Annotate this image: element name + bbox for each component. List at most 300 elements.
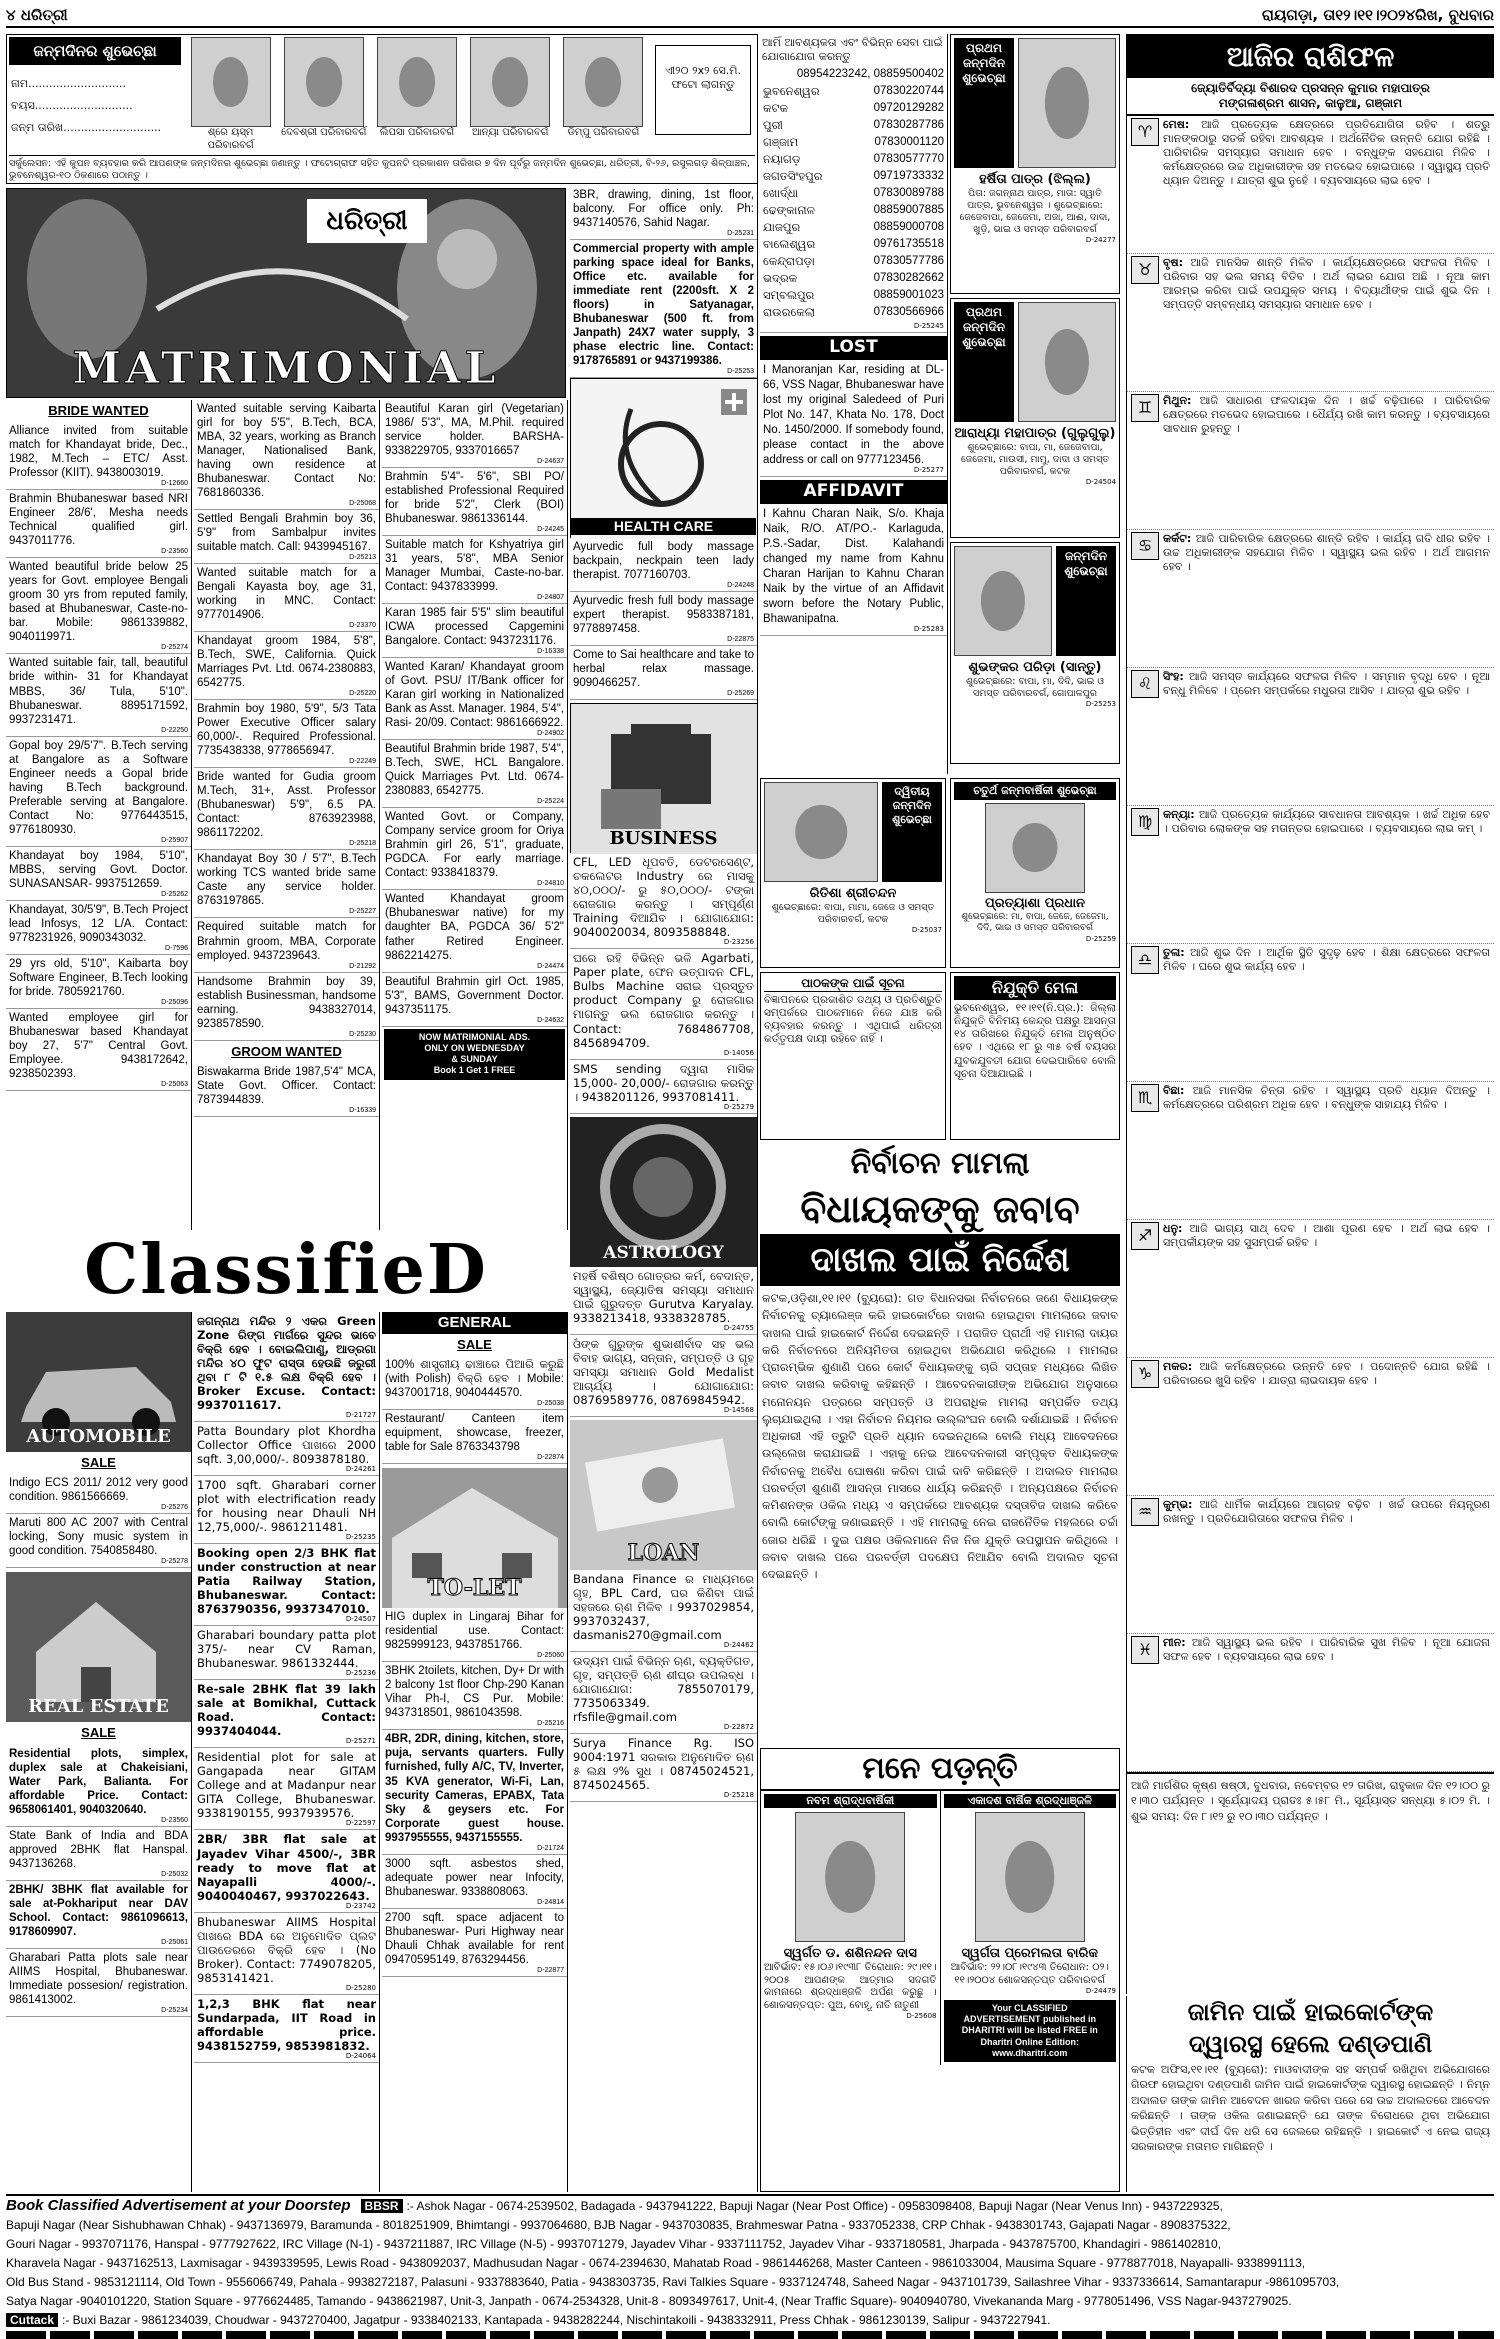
- job-fair-news: [950, 972, 1120, 1140]
- ad-code: D-25276: [161, 1504, 188, 1512]
- memorial-text: ଆବିର୍ଭାବ: ୧୫।୦୬।୧୯୩୮ ତିରୋଧାନ: ୨୯।୧୧।୨୦୦୫ ଆପଣଙ୍କ ଆତ୍ମାର ସଦଗତି କାମନାରେ ଶ୍ରଦ୍ଧାଞ୍ଜଳି ଅର୍ପଣ କରୁଛୁ । ଶୋକସନ୍ତପ୍ତ: ପୁଅ, ବୋହୂ, ନାତି ନାତୁଣୀ: [764, 1962, 937, 2011]
- memorial-title: ମନେ ପଡ଼ନ୍ତି: [761, 1749, 1119, 1791]
- ad-code: D-14056: [723, 1048, 754, 1057]
- ad-code: D-22877: [537, 1966, 564, 1974]
- lost-notice: I Manoranjan Kar, residing at DL-66, VSS Nagar, Bhubaneswar have lost my original Saledeed of Puri Plot No. 147, Khata No. 178, Doct No. 1450/2000. If somebody found, please contact in the above address or call on 9777123456. D-25277: [760, 360, 947, 477]
- classified-ad: Indigo ECS 2011/ 2012 very good condition. 9861566669. D-25276: [6, 1474, 191, 1514]
- real-estate-label: REAL ESTATE: [28, 1695, 169, 1717]
- news-headline: ଜାମିନ ପାଇଁ ହାଇକୋର୍ଟଙ୍କ: [1187, 1998, 1434, 2026]
- ad-code: D-16338: [537, 648, 564, 656]
- directory-row: Bapuji Nagar (Near Sishubhawan Chhak) - 9437136979, Baramunda - 8018251909, Bhimtangi - 9937064680, BJB Nagar - 9437030835, Brahmeswar Patna - 9337052338, CRP Chhak - 9438301743, Gajapati Nagar - 8908375322,: [6, 2218, 1231, 2232]
- classified-ad: Patta Boundary plot Khordha Collector Office ପାଖରେ 2000 sqft. 3,00,000/-. 8093878180. D-24261: [194, 1422, 379, 1476]
- classified-ad: Wanted beautiful bride below 25 years for Govt. employee Bengali groom 30 yrs from reputed family, based at Bhubaneswar, Caste-no-bar. Mobile: 9861339882, 9040119971. D-25274: [6, 558, 191, 654]
- horoscope-item: ♌ ସିଂହ: ଆଜି ସମସ୍ତ କାର୍ଯ୍ୟରେ ସଫଳତା ମିଳିବ । ସମ୍ମାନ ବୃଦ୍ଧି ହେବ । ନୂଆ ବନ୍ଧୁ ମିଳିବେ । ପ୍ରେମ ସମ୍ପର୍କରେ ମଧୁରତା ଆସିବ । ଯାତ୍ରା ଶୁଭ ରହିବ ।: [1127, 668, 1494, 806]
- greeting-name: ଆରାଧ୍ୟା ମହାପାତ୍ର (ଗୁଲୁଗୁଲୁ): [954, 426, 1116, 441]
- classified-ad: 1,2,3 BHK flat near Sundarpada, IIT Road in affordable price. 9438152759, 9853981832. D-24064: [194, 1995, 379, 2063]
- ad-code: D-25032: [161, 1870, 188, 1878]
- memorial-name: ସ୍ୱର୍ଗତ ଡ. ଶଶିନନ୍ଦନ ଦାସ: [783, 1945, 917, 1961]
- directory-row: Kharavela Nagar - 9437162513, Laxmisagar - 9439339595, Lewis Road - 9438092037, Madhusudan Nagar - 0674-2394630, Mahatab Road - 9861446268, Master Canteen - 9861033004, Mausima Square - 9778877018, Nayapalli- 9338991113,: [6, 2256, 1306, 2270]
- news-headline: ନିର୍ବାଚନ ମାମଲା: [850, 1146, 1030, 1181]
- classified-ad: Gopal boy 29/5'7". B.Tech serving at Bangalore as a Software Engineer needs a Gopal bride having B.Tech background. Preferable serving at Bangalore. Contact No: 9776443515, 9776180930. D-25907: [6, 737, 191, 847]
- child-photo: [470, 37, 550, 127]
- general-heading: GENERAL: [382, 1312, 567, 1334]
- classified-ad: 3BR, drawing, dining, 1st floor, balcony. For office only. Ph: 9437140576, Sahid Nagar. D-25231: [570, 186, 757, 240]
- ad-code: D-24632: [537, 1016, 564, 1024]
- classified-ad: Residential plot for sale at Gangapada near GITAM College and at Madanpur near GITA College, Bhubaneswar. 9338190155, 9937939576. D-22597: [194, 1748, 379, 1830]
- automobile-image: [6, 1312, 191, 1452]
- zodiac-sign: ମୀନ: [1163, 1636, 1182, 1649]
- almanac-footer: ଆଜି ମାର୍ଗଶିର କୃଷ୍ଣ ଷଷ୍ଠୀ, ବୁଧବାର, ନବେମ୍ବର ୧୨ ତାରିଖ, ରାହୁକାଳ ଦିନ ୧୨।୦୦ ରୁ ୧।୩୦ ପର୍ଯ୍ୟନ୍ତ । ସୂର୍ଯ୍ୟୋଦୟ ପ୍ରାତଃ ୫।୫୮ ମି., ସୂର୍ଯ୍ୟାସ୍ତ ସନ୍ଧ୍ୟା ୫।୦୨ ମି. । ଶୁଭ ସମୟ: ଦିନ ୮।୧୨ ରୁ ୧୦।୩୦ ପର୍ଯ୍ୟନ୍ତ ।: [1127, 1772, 1494, 1828]
- classified-ad: Bhubaneswar AIIMS Hospital ପାଖରେ BDA ରେ ଅନୁମୋଦିତ ପ୍ଲଟ ପାଉଡେରରେ ବିକ୍ରି ହେବ । (No Broker). Contact: 7749078205, 9853141421. D-25280: [194, 1913, 379, 1995]
- ad-code: D-25216: [537, 1720, 564, 1728]
- phones-intro: ଆମିଁ ଆବଶ୍ୟକତା ଏବଂ ବିଭିନ୍ନ ସେବା ପାଇଁ ଯୋଗାଯୋଗ କରନ୍ତୁ: [762, 36, 943, 63]
- child-photo: [985, 803, 1085, 893]
- classified-ad: Re-sale 2BHK flat 39 lakh sale at Bomikhal, Cuttack Road. Contact: 9937404044. D-25271: [194, 1680, 379, 1748]
- general-sale-heading: SALE: [457, 1337, 492, 1352]
- directory-row: Satya Nagar -9040101220, Station Square - 9776624485, Tamando - 9438621987, Unit-3, Janpath - 0674-2534328, Unit-8 - 8093497617, Unit-4, (Near Traffic Square)- 9040940780, Vivekananda Marg - 9778051496, VSS Nagar-9437279025.: [6, 2294, 1292, 2308]
- phone-row: ଭୁବନେଶ୍ୱର 07830220744: [763, 83, 944, 98]
- ad-code: D-25279: [723, 1102, 754, 1111]
- classified-ad: Khandayat, 30/5'9", B.Tech Project lead Infosys, 12 L/A. Contact: 9778231926, 9090343032. D-7596: [6, 901, 191, 955]
- ad-code: D-24261: [345, 1465, 376, 1474]
- dharitri-logo: ଧରିତ୍ରୀ: [326, 206, 408, 236]
- greeting-title: ପ୍ରଥମ ଜନ୍ମଦିନ ଶୁଭେଚ୍ଛା: [954, 38, 1014, 168]
- classified-ad: Brahmin boy 1980, 5'9", 5/3 Tata Power Executive Officer salary 60,000/-. Required Professional. 7735438338, 9778656947. D-22249: [194, 700, 379, 768]
- news-headline: ଦ୍ୱାରସ୍ଥ ହେଲେ ଦଣ୍ଡପାଣି: [1188, 2030, 1433, 2058]
- ad-code: D-24507: [345, 1615, 376, 1624]
- photo-caption: ଦେବଶ୍ରୀ ପରିବାରବର୍ଗ: [281, 127, 367, 138]
- greeting-desc: ଶୁଭେଚ୍ଛାରେ: ବାପା, ମା, ଜେଜେବାପା, ଜେଜେମା, ମାଉସୀ, ମାମୁ, ଦାଦା ଓ ସମସ୍ତ ପରିବାରବର୍ଗ, କଟକ: [960, 442, 1110, 477]
- classified-ad: Wanted suitable match for a Bengali Kayasta boy, age 31, working in MNC. Contact: 9777014906. D-23370: [194, 564, 379, 632]
- ad-code: D-25227: [349, 908, 376, 916]
- ad-code: D-25038: [537, 1400, 564, 1408]
- ad-code: D-25060: [537, 1652, 564, 1660]
- phone-row: ବାଲେଶ୍ୱର 09761735518: [763, 236, 944, 251]
- directory-row: Gouri Nagar - 9937071176, Hanspal - 9777927622, IRC Village (N-1) - 9437211887, IRC Village (N-5) - 9937071279, Jayadev Vihar - 9337111752, Jayadev Vihar - 9337180581, Jharpada - 9437875700, Khandagiri - 9861402810,: [6, 2237, 1222, 2251]
- loan-image: [570, 1420, 757, 1570]
- zodiac-sign: କନ୍ୟା: [1163, 808, 1191, 821]
- classified-ad: Surya Finance Rg. ISO 9004:1971 ସରକାର ଅନୁମୋଦିତ ଋଣ ୫ ଲକ୍ଷ ୨% ସୁଧ । 08745024521, 8745024565. D-25218: [570, 1734, 757, 1802]
- horoscope-item: ♍ କନ୍ୟା: ଆଜି ପ୍ରତ୍ୟେକ କାର୍ଯ୍ୟରେ ସାବଧାନତା ଆବଶ୍ୟକ । ଖର୍ଚ୍ଚ ଅଧିକ ହେବ । ପରିବାର ଲୋକଙ୍କ ସହ ମତାନ୍ତର ହୋଇପାରେ । ବ୍ୟବସାୟରେ ଲାଭ କମ୍ ।: [1127, 806, 1494, 944]
- directory-title-row: Book Classified Advertisement at your Doorstep BBSR :- Ashok Nagar - 0674-2539502, Badagada - 9437941222, Bapuji Nagar (Near Post Office) - 09583098408, Bapuji Nagar (Near Venus Inn) - 9437229325,: [6, 2197, 1223, 2214]
- greeting-name: ରିତିଶା ଶ୍ରୀଚନ୍ଦନ: [809, 886, 897, 901]
- real-estate-image: [6, 1572, 191, 1722]
- classified-ad: Ayurvedic full body massage backpain, neckpain teen lady therapist. 7077160703. D-24248: [570, 538, 757, 592]
- classified-ad: CFL, LED ଧୂପବତି, ଡେଟରସେଣ୍ଟ, ଚକଲେଟର Industry ରେ ମାସକୁ ୪୦,୦୦୦/- ରୁ ୫୦,୦୦୦/- ଟଙ୍କା ରୋଜଗାର କରନ୍ତୁ । ସମ୍ପୂର୍ଣ୍ଣ Training ଦିଆଯିବ । ଯୋଗାଯୋଗ: 9040020034, 8093588848. D-23256: [570, 853, 757, 949]
- horoscope-item: ♏ ବିଛା: ଆଜି ମାନସିକ ଚିନ୍ତା ରହିବ । ସ୍ୱାସ୍ଥ୍ୟ ପ୍ରତି ଧ୍ୟାନ ଦିଅନ୍ତୁ । କର୍ମକ୍ଷେତ୍ରରେ ପରିଶ୍ରମ ଅଧିକ ହେବ । ବନ୍ଧୁଙ୍କ ସାହାଯ୍ୟ ମିଳିବ ।: [1127, 1082, 1494, 1220]
- phone-row: ଢେଙ୍କାନାଳ 08859007885: [763, 202, 944, 217]
- phone-row: ରାଉରକେଲା 07830566966: [763, 304, 944, 319]
- phone-row: ପୁରୀ 07830287786: [763, 117, 944, 132]
- horoscope-item: ♎ ତୁଳା: ଆଜି ଶୁଭ ଦିନ । ଆର୍ଥିକ ସ୍ଥିତି ସୁଦୃଢ଼ ହେବ । ଶିକ୍ଷା କ୍ଷେତ୍ରରେ ସଫଳତା ମିଳିବ । ଘରେ ଶୁଭ କାର୍ଯ୍ୟ ହେବ ।: [1127, 944, 1494, 1082]
- ad-code: D-25236: [345, 1669, 376, 1678]
- classified-ad: 3000 sqft. asbestos shed, adequate power near Infocity, Bhubaneswar. 9338808063. D-24814: [382, 1855, 567, 1909]
- ad-code: D-22249: [349, 758, 376, 766]
- classified-ad: Bride wanted for Gudia groom M.Tech, 31+, Asst. Professor (Bhubaneswar) 5'9", 6.5 PA. Contact: 8763923988, 9861172202. D-25218: [194, 768, 379, 850]
- page-header: [6, 4, 1494, 28]
- ad-code: D-25262: [161, 890, 188, 898]
- ad-code: D-25269: [727, 690, 754, 698]
- birthday-coupon-note: ସର୍କୁଲେସନ: ଏହି କୁପନ ବ୍ୟବହାର କରି ଆପଣଙ୍କ ଜନ୍ମଦିନର ଶୁଭେଚ୍ଛା ଜଣାନ୍ତୁ । ଫଟୋଗ୍ରାଫ ସହିତ କୁପନଟି ପ୍ରକାଶନ ତାରିଖର ୭ ଦିନ ପୂର୍ବରୁ ଜନ୍ମଦିନ ଶୁଭେଚ୍ଛା, ଧରିତ୍ରୀ, ବି-୨୬, ରସୁଲଗଡ଼ ଶିଳ୍ପାଞ୍ଚଳ, ଭୁବନେଶ୍ୱର-୧୦ ଠିକଣାରେ ପଠାନ୍ତୁ ।: [9, 155, 755, 181]
- news-body: କଟକ ଅଫିସ,୧୧।୧୧ (ବ୍ୟୁରୋ): ମାଓବାଦୀଙ୍କ ସହ ସମ୍ପର୍କ ରଖିଥିବା ଅଭିଯୋଗରେ ଗିରଫ ହୋଇଥିବା ଦଣ୍ଡପାଣି ଜାମିନ ପାଇଁ ହାଇକୋର୍ଟଙ୍କ ଦ୍ୱାରସ୍ଥ ହୋଇଛନ୍ତି । ନିମ୍ନ ଅଦାଲତ ତାଙ୍କ ଜାମିନ ଆବେଦନ ଖାରଜ କରିବା ପରେ ସେ ଉଚ୍ଚ ଅଦାଲତରେ ଆବେଦନ କରିଛନ୍ତି । ତାଙ୍କ ଓକିଲ ଜଣାଇଛନ୍ତି ଯେ ତାଙ୍କ ବିରୋଧରେ ଥିବା ଅଭିଯୋଗ ଭିତ୍ତିହୀନ ଏବଂ ଦୀର୍ଘ ଦିନ ଧରି ସେ ଜେଲରେ ରହିଛନ୍ତି । ହାଇକୋର୍ଟ ଏ ନେଇ ରାଜ୍ୟ ସରକାରଙ୍କ ମତାମତ ମାଗିଛନ୍ତି ।: [1131, 2063, 1490, 2153]
- ad-code: D-25061: [161, 1938, 188, 1946]
- horoscope-item: ♋ କର୍କଟ: ଆଜି ପାରିବାରିକ କ୍ଷେତ୍ରରେ ଶାନ୍ତି ରହିବ । କାର୍ଯ୍ୟ ଗତି ଧୀର ରହିବ । ଉଚ୍ଚ ଅଧିକାରୀଙ୍କ ସହଯୋଗ ମିଳିବ । ସ୍ୱାସ୍ଥ୍ୟ ଭଲ ରହିବ । ଅର୍ଥ ଆଗମନ ହେବ ।: [1127, 530, 1494, 668]
- classified-ad: Wanted suitable serving Kaibarta girl for boy 5'5", B.Tech, BCA, MBA, 32 years, working as Branch Manager, Nationalised Bank, having own residence at Bhubaneswar. Contact No: 7681860336. D-25068: [194, 400, 379, 510]
- classified-ad: ଘରେ ରହି ବିଭିନ୍ନ ଭଳି Agarbati, Paper plate, ଫେନ ଉତ୍ପାଦନ CFL, Bulbs Machine ସରାଇ ପ୍ରସ୍ତୁତ product Company ରୁ ରୋଜଗାର ମାଗନ୍ତୁ ଭଲ ରୋଜଗାର କରନ୍ତୁ । Contact: 7684867708, 8456894709. D-14056: [570, 949, 757, 1059]
- ad-code: D-25230: [349, 1030, 376, 1038]
- dateline: ରାୟଗଡ଼ା, ତା୧୨।୧୧।୨୦୨୪ରିଖ, ବୁଧବାର: [1262, 5, 1494, 24]
- classified-ad: Wanted Govt. or Company, Company service groom for Oriya Brahmin girl 26, 5'1", graduate, PGDCA. For early marriage. Contact: 9338418379. D-24810: [382, 808, 567, 890]
- ad-code: D-25213: [349, 554, 376, 562]
- classified-ad: Come to Sai healthcare and take to herbal relax massage. 9090466257. D-25269: [570, 646, 757, 700]
- ad-code: D-21724: [537, 1844, 564, 1852]
- memorial-name: ସ୍ୱର୍ଗତା ପ୍ରେମଲତା ବାରିକ: [961, 1945, 1098, 1961]
- booking-directory: [6, 2194, 1494, 2339]
- zodiac-sign: କୁମ୍ଭ: [1163, 1498, 1189, 1511]
- greeting-desc: ପିତା: ଜଗନ୍ନାଥ ପାତ୍ର, ମାତା: ସ୍ୱାତି ପାତ୍ର, ଭୁବନେଶ୍ୱର । ଶୁଭେଚ୍ଛାରେ: ଜେଜେବାପା, ଜେଜେମା, ଅଜା, ଆଈ, ଦାଦା, ଖୁଡ଼ି, ଭାଇ ଓ ସମସ୍ତ ପରିବାରବର୍ଗ: [959, 188, 1111, 235]
- ad-code: D-23256: [723, 938, 754, 947]
- zodiac-icon: ♒: [1131, 1498, 1159, 1526]
- ad-code: D-21727: [345, 1411, 376, 1420]
- automobile-label: AUTOMOBILE: [26, 1425, 171, 1447]
- classified-ad: Khandayat Boy 30 / 5'7", B.Tech working TCS wanted bride same Caste any service holder. 8763197865. D-25227: [194, 850, 379, 918]
- memorial-right: ଏକାଦଶ ବାର୍ଷିକ ଶ୍ରଦ୍ଧାଞ୍ଜଳି ସ୍ୱର୍ଗତା ପ୍ରେମଲତା ବାରିକ ଆବିର୍ଭାବ: ୨୨।୦୮।୧୯୪୩ ତିରୋଧାନ: ୦୨।୧୧।୨୦୦୪ ଶୋକସନ୍ତପ୍ତ ପରିବାରବର୍ଗ D-24479 Your CLASSIFIED ADVERTISEMENT published in DHARITRI will be listed FREE in Dharitri Online Edition: www.dharitri.com: [941, 1791, 1120, 2065]
- horoscope-item: ♈ ମେଷ: ଆଜି ପ୍ରତ୍ୟେକ କ୍ଷେତ୍ରରେ ପ୍ରତିଯୋଗିତା ରହିବ । ଶତ୍ରୁ ମାନଙ୍କଠାରୁ ସତର୍କ ରହିବା ଆବଶ୍ୟକ । ଅର୍ଥନୈତିକ ଉନ୍ନତି ଯୋଗ ରହିଛି । ପାରିବାରିକ ସମସ୍ୟାର ସମାଧାନ ହେବ । ବନ୍ଧୁଙ୍କ ସହଯୋଗ ମିଳିବ । କର୍ମକ୍ଷେତ୍ରରେ ଉଚ୍ଚ ଅଧିକାରୀଙ୍କ ସହ ମତଭେଦ ହୋଇପାରେ । ସ୍ୱାସ୍ଥ୍ୟ ପ୍ରତି ଧ୍ୟାନ ଦିଅନ୍ତୁ । ଯାତ୍ରା ଶୁଭ ନୁହେଁ । ବ୍ୟବସାୟରେ ଲାଭ ହେବ ।: [1127, 116, 1494, 254]
- directory-title: Book Classified Advertisement at your Doorstep: [6, 2197, 351, 2214]
- news-body: କଟକ,ଓଡ଼ିଶା,୧୧।୧୧ (ବ୍ୟୁରୋ): ଗତ ବିଧାନସଭା ନିର୍ବାଚନରେ ଜଣେ ବିଧାୟକଙ୍କ ନିର୍ବାଚନକୁ ଚ୍ୟାଲେଞ୍ଜ କରି ହାଇକୋର୍ଟରେ ଦାଖଲ ହୋଇଥିବା ମାମଲାରେ ଜବାବ ଦାଖଲ ପାଇଁ ହାଇକୋର୍ଟ ନିର୍ଦ୍ଦେଶ ଦେଇଛନ୍ତି । ପରାଜିତ ପ୍ରାର୍ଥୀ ଏହି ମାମଲା ଦାୟର କରି ନିର୍ବାଚନରେ ଅନିୟମିତତା ହୋଇଥିବା ଅଭିଯୋଗ କରିଥିଲେ । ମାମଲାର ପ୍ରାରମ୍ଭିକ ଶୁଣାଣି ପରେ କୋର୍ଟ ବିଧାୟକଙ୍କୁ ଚାରି ସପ୍ତାହ ମଧ୍ୟରେ ଲିଖିତ ଜବାବ ଦାଖଲ କରିବାକୁ କହିଛନ୍ତି । ଆବେଦନକାରୀଙ୍କ ଅଭିଯୋଗ ଅନୁସାରେ ମନୋନୟନ ପତ୍ରରେ ସମ୍ପତ୍ତି ଓ ଅପରାଧିକ ମାମଲା ସମ୍ପର୍କିତ ତଥ୍ୟ ଲୁଚାଯାଇଥିଲା । ଏହା ନିର୍ବାଚନ ନିୟମର ଉଲ୍ଲଂଘନ ବୋଲି ଦର୍ଶାଯାଇଛି । ନିର୍ବାଚନ ଅଧିକାରୀ ଏହି ତ୍ରୁଟି ପ୍ରତି ଧ୍ୟାନ ଦେଇନଥିଲେ ବୋଲି ମଧ୍ୟ ଆବେଦନରେ ଉଲ୍ଲେଖ କରାଯାଇଛି । ଏହାକୁ ନେଇ ଆବେଦନକାରୀ ସମ୍ପୃକ୍ତ ବିଧାୟକଙ୍କ ନିର୍ବାଚନକୁ ଅବୈଧ ଘୋଷଣା କରିବା ପାଇଁ ଦାବି କରିଛନ୍ତି । ଅଦାଲତ ମାମଲାର ପରବର୍ତ୍ତୀ ଶୁଣାଣି ଆସନ୍ତା ମାସରେ ଧାର୍ଯ୍ୟ କରିଛନ୍ତି । ଅନ୍ୟପକ୍ଷରେ ନିର୍ବାଚନ କମିଶନଙ୍କ ଓକିଲ ମଧ୍ୟ ଏ ସମ୍ପର୍କରେ ଆବଶ୍ୟକ ଦସ୍ତାବିଜ ଦାଖଲ କରିବେ ବୋଲି କୋର୍ଟଙ୍କୁ ଜଣାଇଛନ୍ତି । ଏହି ମାମଲାକୁ ନେଇ ରାଜନୈତିକ ମହଲରେ ଚର୍ଚ୍ଚା ଜୋର ଧରିଛି । ଦୁଇ ପକ୍ଷର ଓକିଲମାନେ ନିଜ ନିଜ ଯୁକ୍ତି ଉପସ୍ଥାପନ କରିଥିଲେ । ଜବାବ ଦାଖଲ ପରେ ପରବର୍ତ୍ତୀ ପଦକ୍ଷେପ ନିଆଯିବ ବୋଲି ଅଦାଲତ ସୂଚନା ଦେଇଛନ୍ତି ।: [762, 1291, 1118, 1581]
- photo-caption: ଡିମ୍ପୁ ପରିବାରବର୍ଗ: [567, 127, 640, 138]
- memorial-photo: [975, 1812, 1085, 1942]
- classified-ad: Suitable match for Kshyatriya girl 31 years, 5'8", MBA Senior Manager Mumbai, Caste-no-bar. Contact: 9437833999. D-24807: [382, 536, 567, 604]
- affidavit-notice: I Kahnu Charan Naik, S/o. Khaja Naik, R/O. AT/PO.- Karlaguda, P.S.-Sadar, Dist. Kalahandi changed my name from Kahnu Charan Harijan to Kahnu Charan Naik by the virtue of an Affidavit sworn before the Notary Public, Bhawanipatna. D-25283: [760, 504, 947, 636]
- classified-ad: Wanted employee girl for Bhubaneswar based Khandayat boy 27, 5'7" Central Govt. Employee. 9438172642, 9238502393. D-25063: [6, 1009, 191, 1091]
- job-fair-heading: ନିଯୁକ୍ତି ମେଳା: [954, 976, 1116, 1000]
- ad-code: D-25280: [345, 1983, 376, 1992]
- ad-code: D-24245: [537, 526, 564, 534]
- zodiac-sign: ସିଂହ: [1163, 670, 1180, 683]
- lost-heading: LOST: [760, 336, 947, 360]
- zodiac-icon: ♑: [1131, 1360, 1159, 1388]
- classified-ad: Commercial property with ample parking space ideal for Banks, Office etc. available for immediate rent (2200sft. X 2 floors) in Satyanagar, Bhubaneswar (500 ft. from Janpath) 24X7 water supply, 3 phase electric line. Contact: 9178765891 or 9437199386. D-25253: [570, 240, 757, 378]
- zodiac-sign: ମିଥୁନ: [1163, 394, 1188, 407]
- ad-code: D-21292: [349, 962, 376, 970]
- classified-ad: Gharabari Patta plots sale near AIIMS Hospital, Bhubaneswar. Immediate possesion/ registration. 9861413002. D-25234: [6, 1949, 191, 2017]
- ad-code: D-23370: [349, 622, 376, 630]
- horoscope-item: ♊ ମିଥୁନ: ଆଜି ସାଧାରଣ ଫଳଦାୟକ ଦିନ । ଖର୍ଚ୍ଚ ବଢ଼ିପାରେ । ପାରିବାରିକ କ୍ଷେତ୍ରରେ ମତଭେଦ ହୋଇପାରେ । ଧୈର୍ଯ୍ୟ ରଖି କାମ କରନ୍ତୁ । ବ୍ୟବସାୟରେ ସାବଧାନ ରୁହନ୍ତୁ ।: [1127, 392, 1494, 530]
- classified-ad: State Bank of India and BDA approved 2BHK flat Hanspal. 9437136268. D-25032: [6, 1827, 191, 1881]
- reader-notice-heading: ପାଠକଙ୍କ ପାଇଁ ସୂଚନା: [764, 976, 942, 992]
- child-photo: [191, 37, 271, 127]
- field-dob[interactable]: ଜନ୍ମ ତାରିଖ............................: [11, 121, 162, 134]
- reader-notice-text: ବିଜ୍ଞାପନରେ ପ୍ରକାଶିତ ତଥ୍ୟ ଓ ପ୍ରତିଶ୍ରୁତି ସମ୍ପର୍କରେ ପାଠକମାନେ ନିଜେ ଯାଞ୍ଚ କରି ବ୍ୟବହାର କରନ୍ତୁ । ଏଥିପାଇଁ ଧରିତ୍ରୀ କର୍ତ୍ତୃପକ୍ଷ ଦାୟୀ ରହିବେ ନାହିଁ ।: [764, 994, 942, 1046]
- horoscope-place: ମଙ୍ଗଳାଶ୍ରମ ଶାସନ, କାଳୁଆ, ଗଞ୍ଜାମ: [1127, 96, 1494, 116]
- birthday-coupon-title: ଜନ୍ମଦିନର ଶୁଭେଚ୍ଛା: [9, 37, 181, 65]
- job-fair-text: ଭୁବନେଶ୍ୱର, ୧୧।୧୧(ନି.ପ୍ର.): ଜିଲ୍ଲା ନିଯୁକ୍ତି ବିନିମୟ କେନ୍ଦ୍ର ପକ୍ଷରୁ ଆସନ୍ତା ୧୪ ତାରିଖରେ ନିଯୁକ୍ତି ମେଳା ଅନୁଷ୍ଠିତ ହେବ । ଏଥିରେ ୧୮ ରୁ ୩୫ ବର୍ଷ ବୟସର ଯୁବକଯୁବତୀ ଯୋଗ ଦେଇପାରିବେ ବୋଲି ସୂଚନା ଦିଆଯାଇଛି ।: [954, 1002, 1116, 1080]
- ad-code: D-25218: [723, 1790, 754, 1799]
- ad-code: D-12660: [161, 480, 188, 488]
- ad-code: D-25224: [537, 798, 564, 806]
- classified-ad: Biswakarma Bride 1987,5'4" MCA, State Govt. Officer. Contact: 7873944839. D-16339: [194, 1063, 379, 1117]
- to-let-image: [382, 1468, 567, 1608]
- zodiac-icon: ♎: [1131, 946, 1159, 974]
- classified-ad: Wanted Karan/ Khandayat groom of Govt. PSU/ IT/Bank officer for Karan girl working in Nationalized Bank as Asst. Manager. 1984, 5'4", Rasi- 20/09. Contact: 9861666922. D-24902: [382, 658, 567, 740]
- news-headline: ବିଧାୟକଙ୍କୁ ଜବାବ: [800, 1187, 1080, 1231]
- birthday-coupon-fields: [11, 73, 181, 139]
- classified-ad: Gharabari boundary patta plot 375/- near CV Raman, Bhubaneswar. 9861332444. D-25236: [194, 1626, 379, 1680]
- greeting-card-1: ପ୍ରଥମ ଜନ୍ମଦିନ ଶୁଭେଚ୍ଛା ହର୍ଷିତା ପାତ୍ର (ଝିଲ୍ଲ) ପିତା: ଜଗନ୍ନାଥ ପାତ୍ର, ମାତା: ସ୍ୱାତି ପାତ୍ର, ଭୁବନେଶ୍ୱର । ଶୁଭେଚ୍ଛାରେ: ଜେଜେବାପା, ଜେଜେମା, ଅଜା, ଆଈ, ଦାଦା, ଖୁଡ଼ି, ଭାଇ ଓ ସମସ୍ତ ପରିବାରବର୍ଗ D-24277: [950, 34, 1120, 294]
- greeting-name: ପ୍ରତ୍ୟାଶା ପ୍ରଧାନ: [985, 895, 1085, 911]
- classified-ad: 100% ଶାସ୍ତ୍ରୀୟ ଢାଞ୍ଚାରେ ପିଆରି କରୁଛି (with Polish) ବିକ୍ରି ହେବ । Mobile: 9437001718, 9040444570. D-25038: [382, 1356, 567, 1410]
- ad-code: D-24807: [537, 594, 564, 602]
- ad-code: D-14568: [723, 1405, 754, 1414]
- greeting-title: ଦ୍ୱିତୀୟ ଜନ୍ମଦିନ ଶୁଭେଚ୍ଛା: [882, 782, 942, 882]
- classified-ad: Restaurant/ Canteen item equipment, showcase, freezer, table for Sale 8763343798 D-22874: [382, 1410, 567, 1464]
- groom-wanted-heading: GROOM WANTED: [231, 1043, 342, 1059]
- classified-ad: 29 yrs old, 5'10", Kaibarta boy Software Engineer, B.Tech looking for bride. 7805921760. D-25096: [6, 955, 191, 1009]
- photo-caption: ଶ୍ରେ ୟସ୍ମ ପରିବାରବର୍ଗ: [207, 127, 254, 151]
- ad-code: D-24810: [537, 880, 564, 888]
- classified-ad: ଓଁଙ୍କ ଗୁରୁଙ୍କ ଶୁଭାଶୀର୍ବାଦ ସହ ଭଲ ବିବାହ ଭାଗ୍ୟ, ସନ୍ତାନ, ସମ୍ପତ୍ତି ଓ ଗୃହ ସମସ୍ୟା ସମାଧାନ Gold Medalist ଆଚାର୍ଯ୍ୟ । ଯୋଗାଯୋଗ: 08769589776, 08769845942. D-14568: [570, 1335, 757, 1417]
- zodiac-icon: ♌: [1131, 670, 1159, 698]
- ad-code: D-25907: [161, 836, 188, 844]
- zodiac-icon: ♓: [1131, 1636, 1159, 1664]
- footer-strip: [6, 2331, 1494, 2339]
- classified-ad: Required suitable match for Brahmin groom, MBA, Corporate employed. 9437239643. D-21292: [194, 918, 379, 972]
- greeting-card-3: ଜନ୍ମଦିନ ଶୁଭେଚ୍ଛା ଶୁଭଙ୍କର ପରିଡ଼ା (ସାନ୍ତୁ) ଶୁଭେଚ୍ଛାରେ: ବାପା, ମା, ଦିଦି, ଭାଇ ଓ ସମସ୍ତ ପରିବାରବର୍ଗ, ଗୋପାଳପୁର D-25253: [950, 542, 1120, 764]
- horoscope-item: ♓ ମୀନ: ଆଜି ସ୍ୱାସ୍ଥ୍ୟ ଭଲ ରହିବ । ପାରିବାରିକ ସୁଖ ମିଳିବ । ନୂଆ ଯୋଜନା ସଫଳ ହେବ । ବ୍ୟବସାୟରେ ଲାଭ ହେବ ।: [1127, 1634, 1494, 1772]
- phone-row: ଖୋର୍ଦ୍ଧା 07830089788: [763, 185, 944, 200]
- horoscope-item: ♒ କୁମ୍ଭ: ଆଜି ଧାର୍ମିକ କାର୍ଯ୍ୟରେ ଆଗ୍ରହ ବଢ଼ିବ । ଖର୍ଚ୍ଚ ଉପରେ ନିୟନ୍ତ୍ରଣ ରଖନ୍ତୁ । ପ୍ରତିଯୋଗିତାରେ ସଫଳତା ମିଳିବ ।: [1127, 1496, 1494, 1634]
- ad-code: D-23560: [161, 1816, 188, 1824]
- photo-caption: ଲିପସା ପରିବାରବର୍ଗ: [379, 127, 455, 138]
- memorial-text: ଆବିର୍ଭାବ: ୨୨।୦୮।୧୯୪୩ ତିରୋଧାନ: ୦୨।୧୧।୨୦୦୪ ଶୋକସନ୍ତପ୍ତ ପରିବାରବର୍ଗ: [950, 1962, 1109, 1986]
- ad-code: D-22597: [345, 1819, 376, 1828]
- col-health-business: [567, 34, 758, 2192]
- ad-code: D-25220: [349, 690, 376, 698]
- classified-ad: Settled Bengali Brahmin boy 36, 5'9" from Sambalpur invites suitable match. Call: 9439945167. D-25213: [194, 510, 379, 564]
- col-automobile-realestate: [6, 1312, 192, 2192]
- matrimonial-col-3: [382, 400, 568, 1230]
- zodiac-sign: ତୁଳା: [1163, 946, 1181, 959]
- phone-row: ଗଞ୍ଜାମ 07830001120: [763, 134, 944, 149]
- news-bail-plea: [1126, 1996, 1494, 2192]
- memorial-section: [760, 1748, 1120, 2192]
- classified-ad: Khandayat groom 1984, 5'8", B.Tech, SWE, California. Quick Marriages Pvt. Ltd. 0674-2380883, 6542775. D-25220: [194, 632, 379, 700]
- ad-code: D-23560: [161, 548, 188, 556]
- classified-title: ClassifieD: [84, 1232, 488, 1308]
- ad-code: D-24474: [537, 962, 564, 970]
- classified-ad: Alliance invited from suitable match for Khandayat bride, Dec., 1982, M.Tech – ETC/ Asst. Professor (KIIT). 9438003019. D-12660: [6, 422, 191, 490]
- horoscope-item: ♉ ବୃଷ: ଆଜି ମାନସିକ ଶାନ୍ତି ମିଳିବ । କାର୍ଯ୍ୟକ୍ଷେତ୍ରରେ ସଫଳତା ମିଳିବ । ପରିବାର ସହ ଭଲ ସମୟ ବିତିବ । ଅର୍ଥ ଲାଭର ଯୋଗ ଅଛି । ନୂଆ କାମ ଆରମ୍ଭ କରିବା ପାଇଁ ଉପଯୁକ୍ତ ସମୟ । ବିଦ୍ୟାର୍ଥୀଙ୍କ ପାଇଁ ଶୁଭ ଦିନ । ସମ୍ପତ୍ତି ସମ୍ବନ୍ଧୀୟ ସମସ୍ୟାର ସମାଧାନ ହେବ ।: [1127, 254, 1494, 392]
- ad-code: D-24248: [727, 582, 754, 590]
- photo-caption: ଆନ୍ୟା ପରିବାରବର୍ଗ: [471, 127, 549, 138]
- page-label: ୪ ଧରିତ୍ରୀ: [6, 5, 68, 24]
- horoscope-section: [1126, 34, 1494, 1994]
- ad-code: D-25234: [161, 2006, 188, 2014]
- matrimonial-title: MATRIMONIAL: [72, 343, 500, 394]
- classified-ad: 4BR, 2DR, dining, kitchen, store, puja, servants quarters. Fully furnished, fully A/C, TV, Inverter, 35 KVA generator, Wi-Fi, Lan, security Cameras, EPABX, Tata Sky & geysers etc. For Corporate guest house. 9937955555, 9437155555. D-21724: [382, 1730, 567, 1854]
- ad-code: D-24462: [723, 1640, 754, 1649]
- business-image: [570, 703, 757, 853]
- ad-code: D-25235: [345, 1533, 376, 1542]
- memorial-left: ନବମ ଶ୍ରାଦ୍ଧବାର୍ଷିକୀ ସ୍ୱର୍ଗତ ଡ. ଶଶିନନ୍ଦନ ଦାସ ଆବିର୍ଭାବ: ୧୫।୦୬।୧୯୩୮ ତିରୋଧାନ: ୨୯।୧୧।୨୦୦୫ ଆପଣଙ୍କ ଆତ୍ମାର ସଦଗତି କାମନାରେ ଶ୍ରଦ୍ଧାଞ୍ଜଳି ଅର୍ପଣ କରୁଛୁ । ଶୋକସନ୍ତପ୍ତ: ପୁଅ, ବୋହୂ, ନାତି ନାତୁଣୀ D-25608: [761, 1791, 941, 2065]
- ad-code: D-25278: [161, 1558, 188, 1566]
- ad-code: D-25274: [161, 644, 188, 652]
- ad-code: D-16339: [349, 1106, 376, 1114]
- zodiac-icon: ♊: [1131, 394, 1159, 422]
- matrimonial-col-2: [194, 400, 380, 1230]
- directory-row: Old Bus Stand - 9853121114, Old Town - 9556066749, Pahala - 9938272187, Palasuni - 9337883640, Patia - 9438303735, Ravi Talkies Square - 9337124748, Saheed Nagar - 9437101739, Sailashree Vihar - 9337336614, Samantarapur -9861095703,: [6, 2275, 1340, 2289]
- matrimonial-col-1: [6, 400, 192, 1230]
- classified-ad: Maruti 800 AC 2007 with Central locking, Sony music system in good condition. 7540858480. D-25278: [6, 1514, 191, 1568]
- phone-row: ନୟାଗଡ଼ 07830577770: [763, 151, 944, 166]
- classified-ad: Ayurvedic fresh full body massage expert therapist. 9583387181, 9778897458. D-22875: [570, 592, 757, 646]
- classified-ad: Wanted Khandayat groom (Bhubaneswar native) for my daughter BA, PGDCA 36/ 5'2" father Retired Engineer. 9862214275. D-24474: [382, 890, 567, 972]
- classified-ad: Bandana Finance ର ମାଧ୍ୟମରେ ଗୃହ, BPL Card, ଘର କିଣିବା ପାଇଁ ସହଜରେ ଋଣ ମିଳିବ । 9937029854, 9937032437, dasmanis270@gmail.com D-24462: [570, 1570, 757, 1652]
- ad-code: D-24637: [537, 458, 564, 466]
- astrology-image: [570, 1117, 757, 1267]
- ad-code: D-23742: [345, 1901, 376, 1910]
- to-let-label: TO-LET: [427, 1574, 522, 1601]
- memorial-photo: [795, 1812, 905, 1942]
- col-phones-lost: ଆମିଁ ଆବଶ୍ୟକତା ଏବଂ ବିଭିନ୍ନ ସେବା ପାଇଁ ଯୋଗାଯୋଗ କରନ୍ତୁ 08954223242, 08859500402 ଭୁବନେଶ୍ୱର 07830220744 କଟକ 09720129282 ପୁରୀ 07830287786 ଗଞ୍ଜାମ 07830001120 ନୟାଗଡ଼ 07830577770 ଜଗତସିଂହପୁର 09719733332 ଖୋର୍ଦ୍ଧା 07830089788 ଢେଙ୍କାନାଳ 08859007885 ଯାଜପୁର 08859000708 ବାଲେଶ୍ୱର 09761735518 କେନ୍ଦ୍ରାପଡ଼ା 07830577786 ଭଦ୍ରକ 07830282662 ସମ୍ବଲପୁର 08859001023 ରାଉରକେଲା 07830566966 D-25245 LOST I Manoranjan Kar, residing at DL-66, VSS Nagar, Bhubaneswar have lost my original Saledeed of Puri Plot No. 147, Khata No. 178, Doct No. 1450/2000. If somebody found, please contact in the above address or call on 9777123456. D-25277 AFFIDAVIT I Kahnu Charan Naik, S/o. Khaja Naik, R/O. AT/PO.- Karlaguda, P.S.-Sadar, Dist. Kalahandi changed my name from Kahnu Charan Harijan to Kahnu Charan Naik by the virtue of an Affidavit sworn before the Notary Public, Bhawanipatna. D-25283: [760, 34, 948, 774]
- bride-wanted-heading: BRIDE WANTED: [48, 403, 149, 418]
- ad-code: D-24064: [345, 2051, 376, 2060]
- phone-row: କଟକ 09720129282: [763, 100, 944, 115]
- news-election-case: [760, 1144, 1120, 1744]
- phone-row: ସମ୍ବଲପୁର 08859001023: [763, 287, 944, 302]
- ad-code: D-24814: [537, 1898, 564, 1906]
- ad-code: D-24755: [723, 1323, 754, 1332]
- ad-code: D-25231: [727, 230, 754, 238]
- phone-row: ଭଦ୍ରକ 07830282662: [763, 270, 944, 285]
- classified-ad: Booking open 2/3 BHK flat under construction at near Patia Railway Station, Bhubaneswar. Contact: 8763790356, 9937347010. D-24507: [194, 1544, 379, 1626]
- ad-code: D-25271: [345, 1737, 376, 1746]
- ad-code: D-22872: [723, 1722, 754, 1731]
- child-photo: [764, 782, 878, 882]
- matrimonial-notice: NOW MATRIMONIAL ADS. ONLY ON WEDNESDAY & SUNDAY Book 1 Get 1 FREE: [384, 1029, 565, 1080]
- directory-row: Cuttack :- Buxi Bazar - 9861234039, Choudwar - 9437270400, Jagatpur - 9338402133, Kantapada - 9438282244, Nischintakoili - 9438332911, Press Chhak - 9861230139, Salipur - 9437227941.: [6, 2311, 1494, 2330]
- affidavit-heading: AFFIDAVIT: [760, 480, 947, 504]
- real-estate-sale-heading: SALE: [81, 1725, 116, 1741]
- ad-code: D-25253: [727, 368, 754, 376]
- greeting-title: ଚତୁର୍ଥ ଜନ୍ମବାର୍ଷିକୀ ଶୁଭେଚ୍ଛା: [954, 782, 1116, 800]
- classified-ad: 3BHK 2toilets, kitchen, Dy+ Dr with 2 balcony 1st floor Chp-290 Kanan Vihar Ph-I, CS Pur. Mobile: 9437318501, 9861043598. D-25216: [382, 1662, 567, 1730]
- classified-ad: SMS sending ଦ୍ୱାରା ମାସିକ 15,000- 20,000/- ରୋଜଗାର କରନ୍ତୁ । 9438201126, 9937081411. D-25279: [570, 1060, 757, 1114]
- greeting-card-5: ଚତୁର୍ଥ ଜନ୍ମବାର୍ଷିକୀ ଶୁଭେଚ୍ଛା ପ୍ରତ୍ୟାଶା ପ୍ରଧାନ ଶୁଭେଚ୍ଛାରେ: ମା, ବାପା, ଜେଜେ, ଜେଜେମା, ଦିଦି, ଭାଇ ଓ ସମସ୍ତ ପରିବାରବର୍ଗ D-25259: [950, 778, 1120, 968]
- matrimonial-banner: [6, 188, 566, 398]
- astrology-label: ASTROLOGY: [603, 1243, 724, 1264]
- zodiac-icon: ♍: [1131, 808, 1159, 836]
- zodiac-sign: ମକର: [1163, 1360, 1188, 1373]
- classified-ad: 2BHK/ 3BHK flat available for sale at-Pokhariput near DAV School. Contact: 9861096613, 9178609907. D-25061: [6, 1881, 191, 1949]
- zodiac-sign: ବୃଷ: [1163, 256, 1179, 269]
- field-name[interactable]: ନାମ............................: [11, 77, 126, 90]
- greeting-name: ଶୁଭଙ୍କର ପରିଡ଼ା (ସାନ୍ତୁ): [968, 660, 1102, 675]
- ad-code: D-22250: [161, 726, 188, 734]
- zodiac-sign: କର୍କଟ: [1163, 532, 1187, 545]
- classified-ad: 1700 sqft. Gharabari corner plot with electrification ready for housing near Dhauli NH 12,75,000/-. 9861211481. D-25235: [194, 1476, 379, 1544]
- field-age[interactable]: ବୟସ............................: [11, 99, 133, 112]
- horoscope-subtitle: ଜ୍ୟୋତିର୍ବିଦ୍ୟା ବିଶାରଦ ପ୍ରସନ୍ନ କୁମାର ମହାପାତ୍ର: [1191, 81, 1430, 95]
- ad-code: D-22874: [537, 1454, 564, 1462]
- zodiac-sign: ଧନୁ: [1163, 1222, 1179, 1235]
- greeting-card-2: ପ୍ରଥମ ଜନ୍ମଦିନ ଶୁଭେଚ୍ଛା ଆରାଧ୍ୟା ମହାପାତ୍ର (ଗୁଲୁଗୁଲୁ) ଶୁଭେଚ୍ଛାରେ: ବାପା, ମା, ଜେଜେବାପା, ଜେଜେମା, ମାଉସୀ, ମାମୁ, ଦାଦା ଓ ସମସ୍ତ ପରିବାରବର୍ଗ, କଟକ D-24504: [950, 298, 1120, 538]
- phone-row: କେନ୍ଦ୍ରାପଡ଼ା 07830577786: [763, 253, 944, 268]
- classified-ad: Khandayat boy 1984, 5'10", MBBS, serving Govt. Doctor. SUNASANSAR- 9937512659. D-25262: [6, 847, 191, 901]
- phone-row: ଯାଜପୁର 08859000708: [763, 219, 944, 234]
- horoscope-title: ଆଜିର ରାଶିଫଳ: [1127, 34, 1494, 78]
- col-property-ads: [194, 1312, 380, 2192]
- classified-ad: ଜଗନ୍ନାଥ ମନ୍ଦିର ୨ ଏକର Green Zone ରିଙ୍ଗ ମାର୍ଗରେ ସୁନ୍ଦର ଭାବେ ବିକ୍ରି ହେବ । ବୋଇଲିପାଣୁ, ଆଡ୍ରଗା ମନ୍ଦିର ୪୦ ଫୁଟ ରାସ୍ତା ହେଉଛି ଜରୁରୀ ଥିବା ୮ ଟି ୧.୫ ଲକ୍ଷ ବିକ୍ରି ହେବ । Broker Excuse. Contact: 9937011617. D-21727: [194, 1312, 379, 1422]
- zodiac-icon: ♉: [1131, 256, 1159, 284]
- ad-code: D-25068: [349, 500, 376, 508]
- phone-row: 08954223242, 08859500402: [796, 67, 944, 80]
- health-care-image: [570, 378, 757, 538]
- greeting-desc: ଶୁଭେଚ୍ଛାରେ: ମା, ବାପା, ଜେଜେ, ଜେଜେମା, ଦିଦି, ଭାଇ ଓ ସମସ୍ତ ପରିବାରବର୍ଗ: [961, 912, 1109, 934]
- reader-notice: [760, 972, 946, 1140]
- classified-ad: Beautiful Karan girl (Vegetarian) 1986/ 5'3", MA, M.Phil. required service holder. BARSHA- 9338229705, 9337016657 D-24637: [382, 400, 567, 468]
- classified-ad: HIG duplex in Lingaraj Bihar for residential use. Contact: 9825999123, 9437851766. D-25060: [382, 1608, 567, 1662]
- loan-label: LOAN: [627, 1540, 700, 1567]
- health-care-label: HEALTH CARE: [571, 518, 756, 536]
- horoscope-item: ♑ ମକର: ଆଜି କର୍ମକ୍ଷେତ୍ରରେ ଉନ୍ନତି ହେବ । ପଦୋନ୍ନତି ଯୋଗ ରହିଛି । ପରିବାରରେ ଖୁସି ରହିବ । ଯାତ୍ରା ଲାଭଦାୟକ ହେବ ।: [1127, 1358, 1494, 1496]
- ad-code: D-25063: [161, 1080, 188, 1088]
- phone-row: ଜଗତସିଂହପୁର 09719733332: [763, 168, 944, 183]
- automobile-sale-heading: SALE: [81, 1455, 116, 1470]
- col-general-tolet: [382, 1312, 568, 2192]
- business-label: BUSINESS: [609, 827, 718, 849]
- classified-ad: Beautiful Brahmin girl Oct. 1985, 5'3", BAMS, Government Doctor. 9437351175. D-24632: [382, 973, 567, 1027]
- ad-code: D-25218: [349, 840, 376, 848]
- zodiac-icon: ♐: [1131, 1222, 1159, 1250]
- ad-code: D-24902: [537, 730, 564, 738]
- photo-size-box: ଏୀ୨୦ ୨x୨ ସେ.ମି. ଫଟୋ ଲାଗନ୍ତୁ: [655, 45, 751, 135]
- greeting-name: ହର୍ଷିତା ପାତ୍ର (ଝିଲ୍ଲ): [979, 172, 1091, 187]
- classified-ad: ଉଦ୍ୟମ ପାଇଁ ବିଭିନ୍ନ ଋଣ, ବ୍ୟକ୍ତିଗତ, ଗୃହ, ସମ୍ପତ୍ତି ଋଣ ଶୀଘ୍ର ଉପଲବ୍ଧ । ଯୋଗାଯୋଗ: 7855070179, 7735063349. rfsfile@gmail.com D-22872: [570, 1652, 757, 1734]
- classified-ad: Wanted suitable fair, tall, beautiful bride within- 31 for Khandayat MBBS, 36/ Tula, 5'10". Bhubaneswar. 8895171592, 9937231471. D-22250: [6, 654, 191, 736]
- child-photo: [284, 37, 364, 127]
- classified-ad: Handsome Brahmin boy 39, establish Businessman, handsome earning. 9438327014, 9238578590. D-25230: [194, 973, 379, 1041]
- classified-ad: Karan 1985 fair 5'5" slim beautiful ICWA processed Capgemini Bangalore. Contact: 9437231176. D-16338: [382, 604, 567, 658]
- classified-ad: 2BR/ 3BR flat sale at Jayadev Vihar 4500/-, 3BR ready to move flat at Nayapalli 4000/-. 9040040467, 9937022643. D-23742: [194, 1830, 379, 1912]
- child-photo: [377, 37, 457, 127]
- online-notice: Your CLASSIFIED ADVERTISEMENT published in DHARITRI will be listed FREE in Dharitri Online Edition: www.dharitri.com: [944, 2000, 1117, 2062]
- zodiac-sign: ବିଛା: [1163, 1084, 1180, 1097]
- classified-ad: 2700 sqft. space adjacent to Bhubaneswar- Puri Highway near Dhauli Chhak available for rent 09470595149, 8763294456. D-22877: [382, 1909, 567, 1977]
- classified-ad: Brahmin Bhubaneswar based NRI Engineer 28/6', Mesha needs Technical qualified girl. 9437011776. D-23560: [6, 490, 191, 558]
- greeting-card-4: ଦ୍ୱିତୀୟ ଜନ୍ମଦିନ ଶୁଭେଚ୍ଛା ରିତିଶା ଶ୍ରୀଚନ୍ଦନ ଶୁଭେଚ୍ଛାରେ: ବାପା, ମାମା, ଜେଜେ ଓ ସମସ୍ତ ପରିବାରବର୍ଗ, କଟକ D-25037: [760, 778, 946, 968]
- classified-ad: Brahmin 5'4"- 5'6", SBI PO/ established Professional Required for bride 5'2", Clerk (BOI) Bhubaneswar. 9861336144. D-24245: [382, 468, 567, 536]
- classified-ad: Residential plots, simplex, duplex sale at Chakeisiani, Water Park, Balianta. For affordable Price. Contact: 9658061401, 9040320640. D-23560: [6, 1745, 191, 1827]
- zodiac-icon: ♈: [1131, 118, 1159, 146]
- greeting-title: ପ୍ରଥମ ଜନ୍ମଦିନ ଶୁଭେଚ୍ଛା: [954, 302, 1014, 422]
- greeting-title: ଜନ୍ମଦିନ ଶୁଭେଚ୍ଛା: [1056, 546, 1116, 656]
- child-photo: [954, 546, 1052, 656]
- zodiac-icon: ♏: [1131, 1084, 1159, 1112]
- ad-code: D-7596: [165, 944, 188, 952]
- ad-code: D-22875: [727, 636, 754, 644]
- classified-ad: Beautiful Brahmin bride 1987, 5'4", B.Tech, SWE, HCL Bangalore. Quick Marriages Pvt. Ltd. 0674-2380883, 6542775. D-25224: [382, 740, 567, 808]
- zodiac-icon: ♋: [1131, 532, 1159, 560]
- news-headline: ଦାଖଲ ପାଇଁ ନିର୍ଦ୍ଦେଶ: [760, 1234, 1120, 1286]
- classified-ad: ମହର୍ଷି ବଶିଷ୍ଠ ଗୋତ୍ରର କର୍ମ, ବେଦାନ୍ତ, ସ୍ୱାସ୍ଥ୍ୟ, ଜ୍ୟୋତିଷ ସମସ୍ୟା ସମାଧାନ ପାଇଁ ଗୁରୁଦତ୍ତ Gurutva Karyalay. 9338213418, 9338328785. D-24755: [570, 1267, 757, 1335]
- horoscope-item: ♐ ଧନୁ: ଆଜି ଭାଗ୍ୟ ସାଥ୍ ଦେବ । ଆଶା ପୂରଣ ହେବ । ଅର୍ଥ ଲାଭ ହେବ । ସମ୍ପର୍କୀୟଙ୍କ ସହ ସୁସମ୍ପର୍କ ରହିବ ।: [1127, 1220, 1494, 1358]
- child-photo: [1018, 38, 1116, 168]
- greeting-desc: ଶୁଭେଚ୍ଛାରେ: ବାପା, ମାମା, ଜେଜେ ଓ ସମସ୍ତ ପରିବାରବର୍ଗ, କଟକ: [771, 902, 935, 926]
- ad-code: D-25096: [161, 998, 188, 1006]
- zodiac-sign: ମେଷ: [1163, 118, 1185, 131]
